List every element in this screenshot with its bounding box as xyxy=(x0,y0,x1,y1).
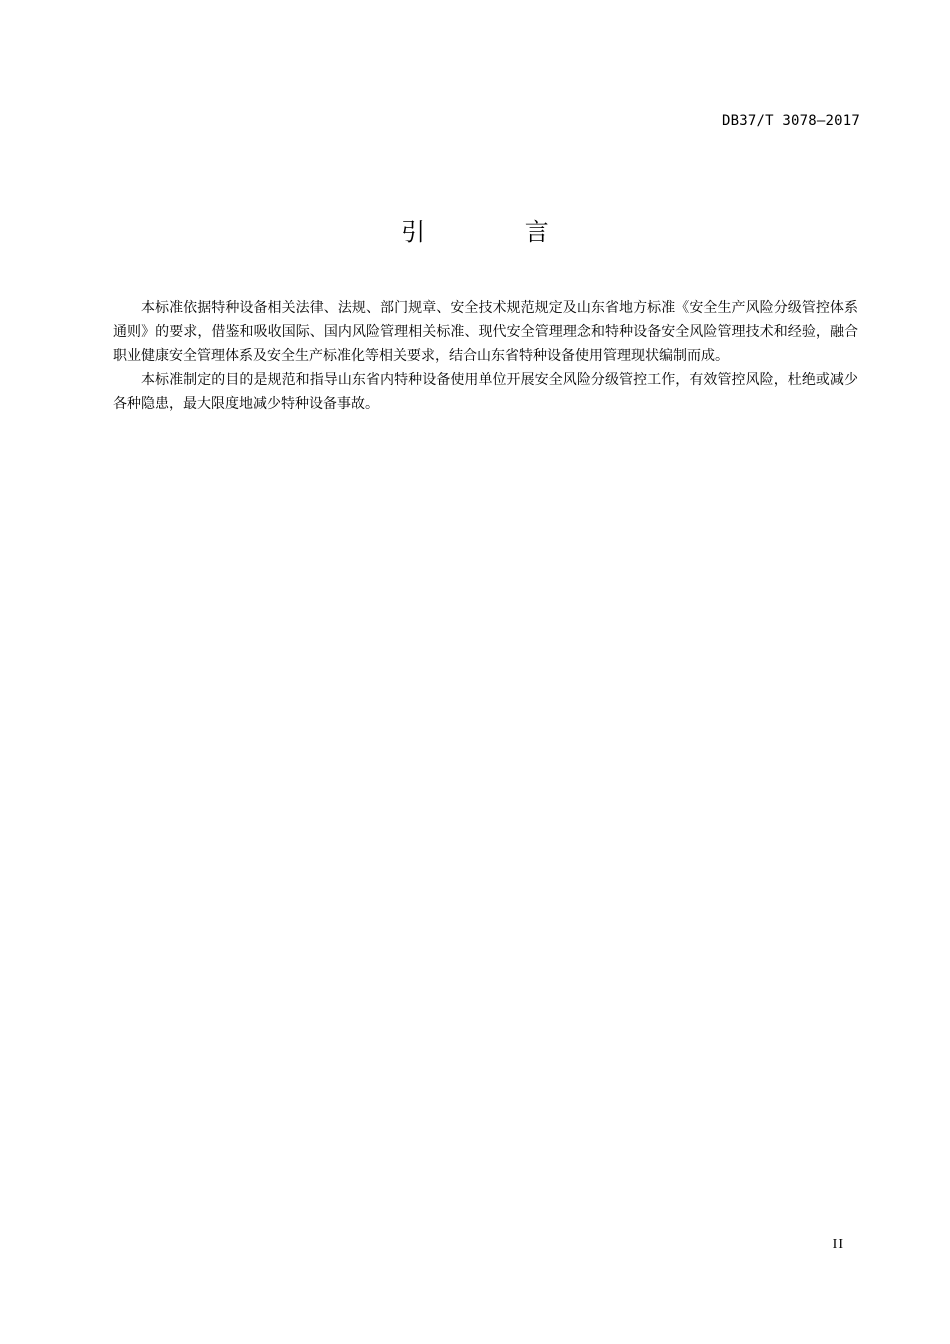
paragraph-2: 本标准制定的目的是规范和指导山东省内特种设备使用单位开展安全风险分级管控工作，有效管控风险，杜绝或减少各种隐患，最大限度地减少特种设备事故。 xyxy=(113,372,858,412)
page-number: II xyxy=(832,1237,844,1252)
standard-code: DB37/T 3078—2017 xyxy=(721,113,860,129)
introduction-body xyxy=(113,296,858,416)
page-title: 引 言 xyxy=(401,218,595,246)
paragraph-1: 本标准依据特种设备相关法律、法规、部门规章、安全技术规范规定及山东省地方标准《安全生产风险分级管控体系通则》的要求，借鉴和吸收国际、国内风险管理相关标准、现代安全管理理念和特种设备安全风险管理技术和经验，融合职业健康安全管理体系及安全生产标准化等相关要求，结合山东省特种设备使用管理现状编制而成。 xyxy=(113,300,858,364)
